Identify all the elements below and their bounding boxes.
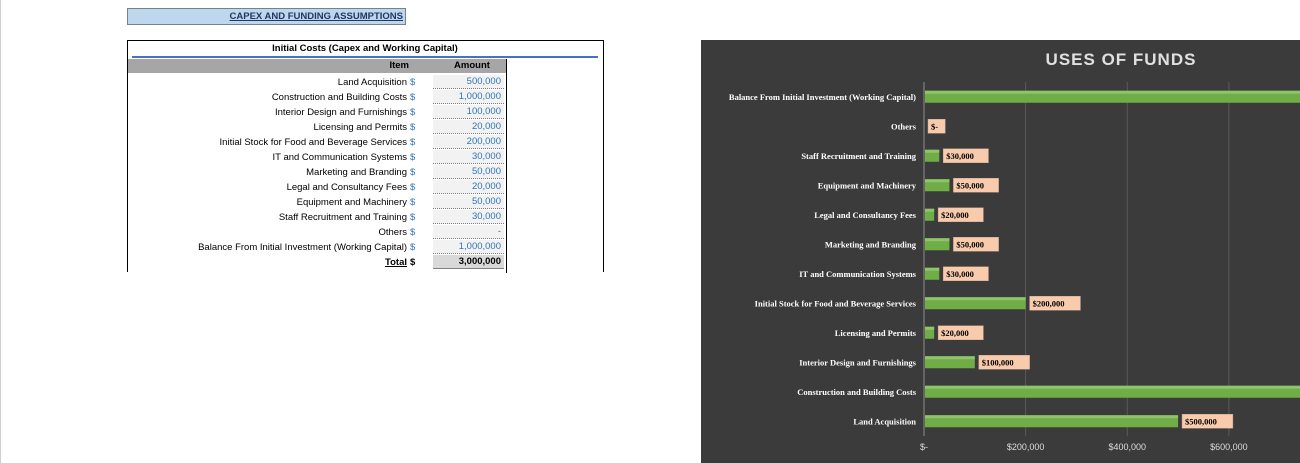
row-amount-cell[interactable]: 1,000,000: [433, 90, 504, 104]
uses-of-funds-chart: [701, 40, 1300, 463]
currency-symbol: $: [410, 122, 416, 133]
row-item-label: Initial Stock for Food and Beverage Services: [219, 137, 407, 148]
row-amount-cell[interactable]: -: [433, 225, 504, 239]
data-label: $30,000: [946, 268, 974, 279]
table-row: [128, 165, 506, 180]
currency-symbol: $: [410, 167, 416, 178]
bar-highlight: [925, 150, 939, 153]
category-label: Staff Recruitment and Training: [801, 150, 916, 161]
data-label: $20,000: [941, 209, 969, 220]
bar-highlight: [925, 91, 1300, 94]
table-row: [128, 90, 506, 105]
table-row: [128, 195, 506, 210]
table-total-row: [128, 255, 506, 270]
category-label: Legal and Consultancy Fees: [814, 209, 916, 220]
column-header-item: Item: [389, 60, 409, 71]
bar-highlight: [925, 238, 949, 241]
table-divider: [506, 59, 507, 273]
row-item-label: Staff Recruitment and Training: [278, 212, 407, 223]
data-label: $200,000: [1032, 298, 1065, 309]
x-tick-label: $600,000: [1210, 442, 1248, 452]
currency-symbol: $: [410, 257, 416, 268]
data-label: $20,000: [941, 327, 969, 338]
data-label: $500,000: [1185, 416, 1217, 427]
bar-highlight: [925, 415, 1178, 418]
table-row: [128, 105, 506, 120]
category-label: Construction and Building Costs: [797, 386, 916, 397]
category-label: Land Acquisition: [853, 416, 916, 427]
table-row: [128, 180, 506, 195]
table-row: [128, 120, 506, 135]
category-label: Licensing and Permits: [834, 327, 916, 338]
column-header-amount: Amount: [454, 60, 490, 71]
row-amount-cell[interactable]: 20,000: [433, 120, 504, 134]
category-label: Initial Stock for Food and Beverage Services: [754, 298, 916, 309]
data-label: $50,000: [956, 239, 985, 250]
row-item-label: Balance From Initial Investment (Working Capital): [198, 242, 407, 253]
row-item-label: Land Acquisition: [337, 77, 407, 88]
row-item-label: Others: [378, 227, 407, 238]
currency-symbol: $: [410, 242, 416, 253]
data-label: $100,000: [981, 357, 1014, 368]
currency-symbol: $: [410, 92, 416, 103]
data-label: $50,000: [956, 180, 985, 191]
category-label: IT and Communication Systems: [799, 268, 916, 279]
category-label: Marketing and Branding: [824, 239, 916, 250]
table-row: [128, 240, 506, 255]
row-item-label: Licensing and Permits: [313, 122, 407, 133]
category-label: Equipment and Machinery: [817, 180, 916, 191]
table-header-row: [128, 59, 506, 73]
currency-symbol: $: [410, 212, 416, 223]
table-row: [128, 225, 506, 240]
chart-title: USES OF FUNDS: [1045, 50, 1197, 69]
initial-costs-table: [127, 40, 604, 272]
row-item-label: IT and Communication Systems: [272, 152, 407, 163]
currency-symbol: $: [410, 227, 416, 238]
row-item-label: Legal and Consultancy Fees: [286, 182, 407, 193]
sheet-title: [127, 8, 406, 25]
row-amount-cell[interactable]: 100,000: [433, 105, 504, 119]
bar-highlight: [925, 386, 1300, 389]
bar-highlight: [925, 268, 939, 271]
currency-symbol: $: [410, 152, 416, 163]
currency-symbol: $: [410, 77, 416, 88]
category-label: Interior Design and Furnishings: [799, 357, 916, 368]
x-tick-label: $-: [919, 442, 929, 452]
x-tick-label: $200,000: [1006, 442, 1045, 452]
window-edge: [0, 0, 1, 463]
currency-symbol: $: [410, 197, 416, 208]
table-row: [128, 135, 506, 150]
table-body: [128, 75, 506, 270]
bar-highlight: [925, 297, 1026, 300]
row-amount-cell[interactable]: 20,000: [433, 180, 504, 194]
bar-highlight: [925, 356, 975, 359]
row-amount-cell[interactable]: 200,000: [433, 135, 504, 149]
table-row: [128, 150, 506, 165]
data-label: $-: [931, 121, 939, 132]
bar-highlight: [925, 327, 934, 330]
sheet-title-text: CAPEX AND FUNDING ASSUMPTIONS: [229, 11, 403, 22]
row-amount-cell[interactable]: 500,000: [433, 75, 504, 89]
row-amount-cell[interactable]: 50,000: [433, 195, 504, 209]
row-item-label: Interior Design and Furnishings: [274, 107, 407, 118]
row-amount-cell[interactable]: 30,000: [433, 210, 504, 224]
bar-highlight: [925, 209, 934, 212]
table-title: Initial Costs (Capex and Working Capital): [132, 42, 598, 58]
x-tick-label: $400,000: [1108, 442, 1147, 452]
row-item-label: Construction and Building Costs: [271, 92, 407, 103]
data-label: $30,000: [946, 150, 974, 161]
row-amount-cell[interactable]: 50,000: [433, 165, 504, 179]
chart-plot: [701, 40, 1300, 463]
row-amount-cell[interactable]: 1,000,000: [433, 240, 504, 254]
total-label: Total: [385, 257, 407, 268]
table-row: [128, 75, 506, 90]
total-amount[interactable]: 3,000,000: [433, 255, 504, 269]
row-item-label: Marketing and Branding: [306, 167, 407, 178]
table-row: [128, 210, 506, 225]
category-label: Others: [890, 121, 916, 132]
currency-symbol: $: [410, 137, 416, 148]
category-label: Balance From Initial Investment (Working Capital): [728, 91, 916, 102]
row-item-label: Equipment and Machinery: [296, 197, 407, 208]
row-amount-cell[interactable]: 30,000: [433, 150, 504, 164]
currency-symbol: $: [410, 107, 416, 118]
bar-highlight: [925, 179, 949, 182]
currency-symbol: $: [410, 182, 416, 193]
